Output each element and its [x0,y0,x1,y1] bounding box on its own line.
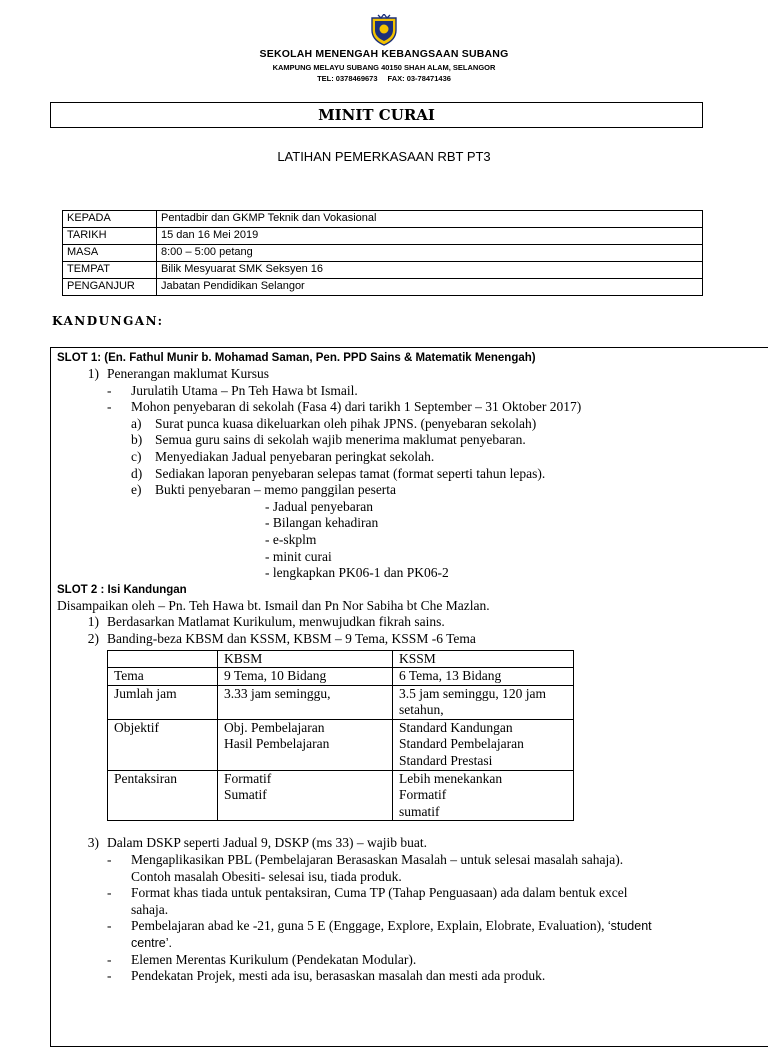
item-letter: d) [131,465,143,481]
cell-line: Standard Kandungan [399,719,513,735]
item-text: Dalam DSKP seperti Jadual 9, DSKP (ms 33) – wajib buat. [107,835,427,851]
info-row [63,245,703,262]
list-item [57,466,768,483]
list-item [57,432,768,449]
item-letter: b) [131,432,143,448]
item-continuation: centre’. [131,936,172,950]
item-continuation: sahaja. [131,901,169,917]
table-row [108,685,574,719]
item-text: Menyediakan Jadual penyebaran peringkat sekolah. [155,448,435,464]
slot1-heading: SLOT 1: (En. Fathul Munir b. Mohamad Saman, Pen. PPD Sains & Matematik Menengah) [57,352,536,364]
list-item [57,449,768,466]
item-text: Mohon penyebaran di sekolah (Fasa 4) dari tarikh 1 September – 31 Oktober 2017) [131,399,582,415]
school-contact [0,74,768,83]
document-title: MINIT CURAI [50,102,703,128]
evidence-item: - Bilangan kehadiran [265,515,379,531]
item-number: 2) [87,630,99,646]
evidence-item: - minit curai [265,548,332,564]
item-text: Surat punca kuasa dikeluarkan oleh pihak JPNS. (penyebaran sekolah) [155,415,537,431]
slot2-intro: Disampaikan oleh – Pn. Teh Hawa bt. Ismail dan Pn Nor Sabiha bt Che Mazlan. [57,597,490,613]
table-row [108,668,574,686]
cell-line: sumatif [399,803,440,819]
info-label: MASA [63,245,157,262]
table-cell [393,719,574,770]
list-item: - Elemen Merentas Kurikulum (Pendekatan Modular). [107,951,417,967]
list-item: - Mohon penyebaran di sekolah (Fasa 4) dari tarikh 1 September – 31 Oktober 2017) [107,399,582,415]
table-header-cell: KBSM [218,650,393,668]
cell-line: Standard Prestasi [399,753,493,769]
info-row [63,262,703,279]
table-header-row [108,650,574,668]
item-text: Berdasarkan Matlamat Kurikulum, menwujudkan fikrah sains. [107,614,445,630]
list-item [57,416,768,433]
item-letter: e) [131,482,142,498]
list-item: - Pembelajaran abad ke -21, guna 5 E (Enggage, Explore, Explain, Elobrate, Evaluation), ‘student [107,918,652,934]
cell-line: Obj. Pembelajaran [224,719,325,735]
list-item [57,631,768,648]
content-box [50,347,768,1047]
item-text: Penerangan maklumat Kursus [107,366,269,381]
item-text: Pendekatan Projek, mesti ada isu, berasaskan masalah dan mesti ada produk. [131,968,546,984]
table-row [108,770,574,821]
item-text: Sediakan laporan penyebaran selepas tamat (format seperti tahun lepas). [155,465,546,481]
slot2-heading: SLOT 2 : Isi Kandungan [57,583,187,596]
evidence-item: - lengkapkan PK06-1 dan PK06-2 [265,565,449,581]
item-text: Banding-beza KBSM dan KSSM, KBSM – 9 Tema, KSSM -6 Tema [107,630,476,646]
evidence-item: - e-skplm [265,531,317,547]
table-header-cell: KSSM [393,650,574,668]
table-cell: Tema [108,668,218,686]
item-letter: a) [131,415,142,431]
list-item: - Jurulatih Utama – Pn Teh Hawa bt Ismail. [107,382,358,398]
info-row [63,211,703,228]
list-item [57,835,768,852]
info-label: TARIKH [63,228,157,245]
table-row [108,719,574,770]
table-cell: 9 Tema, 10 Bidang [218,668,393,686]
item-text: Pembelajaran abad ke -21, guna 5 E (Enggage, Explore, Explain, Elobrate, Evaluation), [131,918,605,934]
table-cell: 3.33 jam seminggu, [218,685,393,719]
table-cell: Objektif [108,719,218,770]
evidence-item: - Jadual penyebaran [265,498,373,514]
item-text: Format khas tiada untuk pentaksiran, Cuma TP (Tahap Penguasaan) ada dalam bentuk excel [131,885,628,901]
item-number: 3) [87,835,99,851]
info-value: Bilik Mesyuarat SMK Seksyen 16 [157,262,703,279]
document-subtitle: LATIHAN PEMERKASAAN RBT PT3 [277,149,491,164]
item-text: ‘student [607,919,652,934]
item-letter: c) [131,448,142,464]
table-cell: Jumlah jam [108,685,218,719]
cell-line: Sumatif [224,787,267,803]
table-cell [218,719,393,770]
table-header-cell [108,650,218,668]
table-cell: 3.5 jam seminggu, 120 jam setahun, [393,685,574,719]
school-crest-icon [369,14,399,46]
meeting-info-table [62,210,703,296]
list-item [57,482,768,499]
item-number: 1) [87,366,99,381]
item-text: Semua guru sains di sekolah wajib menerima maklumat penyebaran. [155,432,526,448]
info-row [63,279,703,296]
list-item: - Pendekatan Projek, mesti ada isu, berasaskan masalah dan mesti ada produk. [107,968,546,984]
item-text: Jurulatih Utama – Pn Teh Hawa bt Ismail. [131,382,358,398]
info-label: KEPADA [63,211,157,228]
item-continuation: Contoh masalah Obesiti- selesai isu, tiada produk. [131,868,402,884]
list-item [57,366,768,383]
item-text: Bukti penyebaran – memo panggilan peserta [155,482,397,498]
item-number: 1) [87,614,99,630]
info-value: Pentadbir dan GKMP Teknik dan Vokasional [157,211,703,228]
cell-line: Formatif [224,770,272,786]
table-cell [393,770,574,821]
cell-line: Formatif [399,787,447,803]
table-cell: Pentaksiran [108,770,218,821]
item-text: Elemen Merentas Kurikulum (Pendekatan Modular). [131,951,417,967]
cell-line: Lebih menekankan [399,770,503,786]
info-row [63,228,703,245]
info-label: PENGANJUR [63,279,157,296]
school-address: KAMPUNG MELAYU SUBANG 40150 SHAH ALAM, SELANGOR [272,63,496,72]
table-cell: 6 Tema, 13 Bidang [393,668,574,686]
cell-line: Standard Pembelajaran [399,736,524,752]
kbsm-kssm-table [107,650,574,822]
info-value: 8:00 – 5:00 petang [157,245,703,262]
section-heading-kandungan: KANDUNGAN: [52,314,164,328]
info-value: 15 dan 16 Mei 2019 [157,228,703,245]
school-fax: FAX: 03-78471436 [387,74,451,83]
info-label: TEMPAT [63,262,157,279]
info-value: Jabatan Pendidikan Selangor [157,279,703,296]
item-text: Mengaplikasikan PBL (Pembelajaran Berasaskan Masalah – untuk selesai masalah sahaja). [131,852,624,868]
list-item [57,614,768,631]
table-cell [218,770,393,821]
list-item: - Format khas tiada untuk pentaksiran, Cuma TP (Tahap Penguasaan) ada dalam bentuk excel [107,885,628,901]
cell-line: Hasil Pembelajaran [224,736,330,752]
school-tel: TEL: 0378469673 [317,74,378,83]
list-item: - Mengaplikasikan PBL (Pembelajaran Berasaskan Masalah – untuk selesai masalah sahaja). [107,852,624,868]
school-name: SEKOLAH MENENGAH KEBANGSAAN SUBANG [259,48,509,60]
